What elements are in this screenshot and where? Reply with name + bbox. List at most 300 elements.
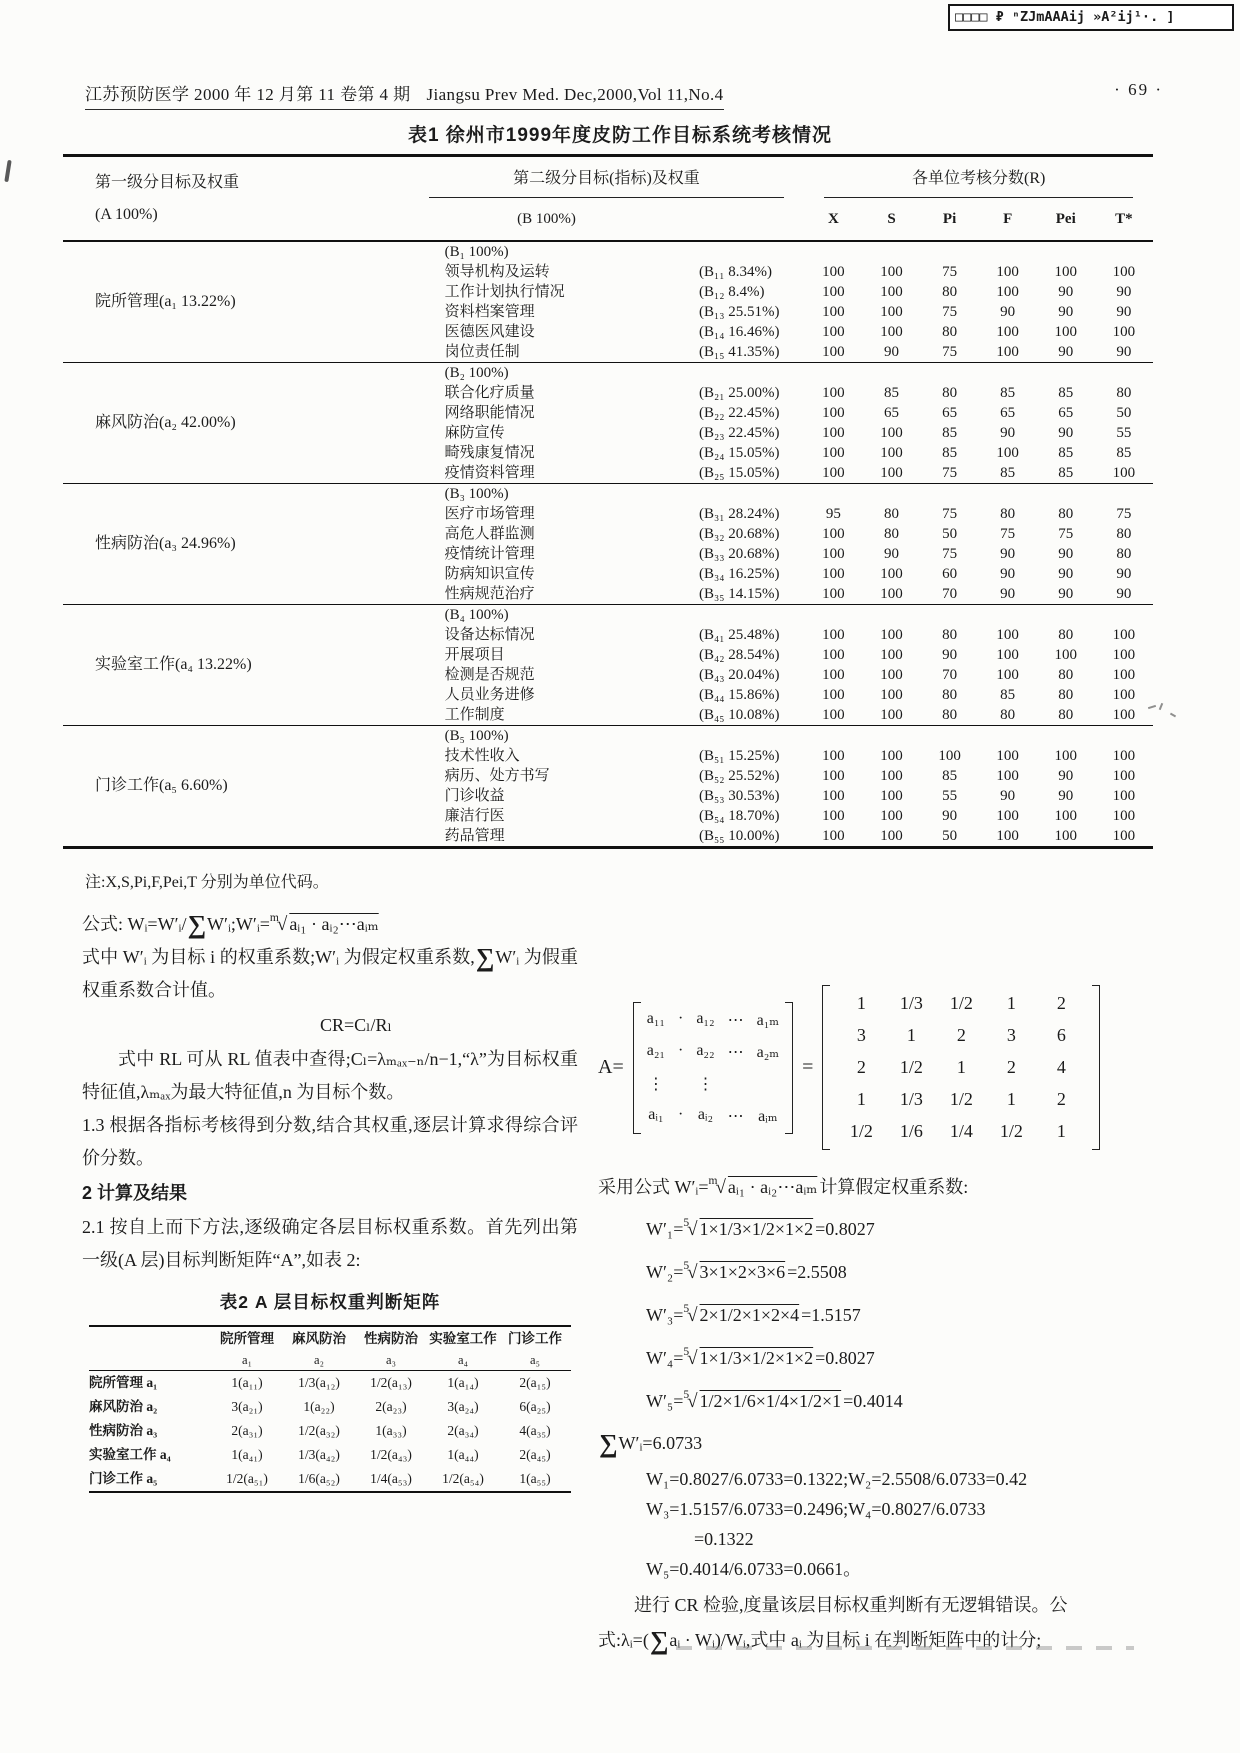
indicator-weight: (B₄₁ 25.48%) [699,627,780,643]
score-cell: 80 [1058,667,1074,683]
score-cell: 75 [1000,526,1016,542]
indicator-weight: (B₁₃ 25.51%) [699,304,780,320]
score-cell: 100 [1112,748,1136,764]
score-cell: 100 [1112,465,1136,481]
table1-group [63,726,1153,848]
table2-row [89,1419,571,1443]
table2-col-subheader: a₂ [314,1353,324,1367]
score-cell: 100 [1112,264,1136,280]
root-index: m [269,912,279,924]
table2-row [89,1443,571,1467]
table2-header [89,1326,571,1371]
weight-result-list [598,1464,1208,1584]
score-cell: 90 [1000,788,1016,804]
score-cell: 85 [1000,687,1016,703]
indicator-name: 人员业务进修 [444,687,535,703]
table2-col-header: 门诊工作 [508,1331,562,1346]
score-cell: 100 [996,748,1019,764]
score-cell: 90 [1058,284,1074,300]
matrix-sym-cell: a₂₂ [696,1041,715,1059]
score-cell: 100 [996,667,1019,683]
matrix-judgement-cell: 1/4(a₅₃) [370,1471,412,1486]
table2-row [89,1467,571,1492]
wprime-formula-list [598,1205,1208,1420]
radicand: aᵢ₁ · aᵢ₂⋯aᵢₘ [727,1177,818,1197]
group-weight-label: (B₃ 100%) [444,486,509,502]
table1-b-subheader: (B 100%) [517,211,576,227]
group-weight-label: (B₂ 100%) [444,365,509,381]
formula-rhs: =0.4014 [843,1391,903,1411]
matrix-sym-cell: aᵢ₁ [648,1105,664,1123]
table1-title: 表1 徐州市1999年度皮防工作目标系统考核情况 [407,125,833,146]
paragraph-weights-part2: W′ᵢ 为假重权重系数合计值。 [82,947,578,1000]
indicator-weight: (B₃₃ 20.68%) [699,546,780,562]
score-cell: 75 [1116,506,1132,522]
formula-lhs: W′₅= [646,1391,684,1411]
score-cell: 85 [942,425,958,441]
section-heading-2: 2 计算及结果 [82,1183,188,1203]
matrix-sym-cell: a₂ₘ [756,1043,780,1061]
score-cell: 85 [1116,445,1132,461]
score-cell: 100 [822,586,845,602]
matrix-num-cell: 1/3 [899,993,923,1013]
score-cell: 100 [1054,828,1078,844]
score-cell: 100 [1112,828,1136,844]
score-cell: 100 [996,768,1019,784]
matrix-num-cell: 1/3 [899,1089,923,1109]
indicator-weight: (B₅₂ 25.52%) [699,768,780,784]
indicator-weight: (B₂₁ 25.00%) [699,385,780,401]
score-cell: 100 [1112,687,1136,703]
score-cell: 85 [1058,445,1074,461]
indicator-name: 疫情统计管理 [444,546,535,562]
score-cell: 100 [880,707,903,723]
radicand: 2×1/2×1×2×4 [699,1305,800,1325]
indicator-name: 技术性收入 [444,748,520,764]
group-weight-label: (B₄ 100%) [444,607,509,623]
score-cell: 100 [1112,627,1136,643]
matrix-num-cell: 1 [1056,1121,1066,1141]
score-cell: 85 [942,445,958,461]
root-index: m [708,1175,718,1187]
symbolic-matrix [633,1002,793,1134]
score-cell: 85 [1000,465,1016,481]
score-cell: 100 [1054,324,1078,340]
score-cell: 100 [1112,768,1136,784]
formula-cr: CR=Cₗ/Rₗ [320,1015,392,1035]
formula-rhs: =0.8027 [815,1348,875,1368]
score-cell: 75 [942,465,958,481]
indicator-name: 防病知识宣传 [444,566,535,582]
score-cell: 100 [1054,808,1078,824]
matrix-sym-cell: ⋮ [697,1075,714,1093]
table1-group [63,363,1153,484]
indicator-name: 门诊收益 [444,788,505,804]
matrix-num-cell: 1/2 [849,1121,873,1141]
matrix-sym-cell: · [678,1105,684,1123]
matrix-num-cell: 1 [906,1025,916,1045]
score-cell: 90 [1116,344,1132,360]
score-cell: 85 [1000,385,1016,401]
score-cell: 50 [942,828,958,844]
matrix-judgement-cell: 1(a₁₁) [231,1375,263,1390]
score-cell: 90 [1000,586,1016,602]
table2-corner-cell [89,1326,211,1351]
matrix-sym-cell [678,1074,683,1094]
score-cell: 90 [1000,546,1016,562]
score-cell: 100 [880,586,903,602]
matrix-num-cell: 1/2 [949,1089,973,1109]
score-cell: 85 [942,768,958,784]
table2-row-label: 实验室工作 a₄ [89,1447,171,1462]
score-cell: 80 [883,506,899,522]
indicator-name: 设备达标情况 [444,627,535,643]
indicator-name: 病历、处方书写 [444,768,550,784]
score-cell: 55 [942,788,958,804]
paragraph-1-3: 1.3 根据各指标考核得到分数,结合其权重,逐层计算求得综合评价分数。 [82,1115,578,1168]
radical-sign: √ [687,1348,698,1369]
score-cell: 100 [1112,324,1136,340]
table2-col-subheader: a₃ [386,1353,396,1367]
matrix-judgement-cell: 1/6(a₅₂) [298,1471,340,1486]
table2-col-subheader: a₁ [242,1353,252,1367]
matrix-lhs: A= [598,1056,624,1078]
radical-sign: √ [687,1391,698,1412]
indicator-name: 麻防宣传 [444,425,505,441]
score-cell: 100 [822,647,845,663]
score-cell: 80 [1116,546,1132,562]
matrix-sym-cell: a₂₁ [646,1041,665,1059]
indicator-name: 高危人群监测 [444,526,535,542]
score-cell: 100 [822,748,845,764]
matrix-sym-cell: · [678,1041,684,1059]
score-header-s: S [887,211,896,227]
score-cell: 100 [996,647,1019,663]
score-cell: 90 [1116,586,1132,602]
matrix-sym-cell: ⋯ [727,1043,744,1061]
score-cell: 80 [1058,687,1074,703]
score-cell: 50 [942,526,958,542]
score-cell: 90 [1000,566,1016,582]
radical-sign: √ [276,914,288,935]
score-cell: 80 [1000,707,1016,723]
scan-smudge-line [676,1646,1134,1650]
matrix-judgement-cell: 1(a₄₄) [447,1447,479,1462]
score-cell: 100 [880,748,903,764]
indicator-name: 廉洁行医 [444,808,505,824]
formula-intro-prefix: 采用公式 W′ᵢ= [598,1177,709,1197]
cr-check-part2: aᵢ · Wᵢ)/Wᵢ,式中 aᵢ 为目标 i 在判断矩阵中的计分; [669,1630,1042,1650]
indicator-name: 联合化疗质量 [444,385,535,401]
score-cell: 100 [822,324,845,340]
score-cell: 50 [1116,405,1132,421]
score-cell: 100 [1112,788,1136,804]
score-cell: 85 [1058,385,1074,401]
indicator-name: 开展项目 [444,647,505,663]
indicator-weight: (B₃₂ 20.68%) [699,526,780,542]
score-cell: 90 [1058,425,1074,441]
sigma-symbol: ∑ [649,1626,669,1655]
score-cell: 100 [822,526,845,542]
score-cell: 100 [880,808,903,824]
score-cell: 100 [880,304,903,320]
indicator-name: 资料档案管理 [444,304,535,320]
matrix-num-cell: 2 [1056,1089,1066,1109]
matrix-judgement-cell: 1(a₅₅) [519,1471,551,1486]
score-cell: 90 [1058,546,1074,562]
indicator-name: 网络职能情况 [444,405,535,421]
score-cell: 100 [822,264,845,280]
matrix-num-cell: 1 [856,993,866,1013]
table2-body [89,1371,571,1493]
score-cell: 100 [1054,647,1078,663]
matrix-judgement-cell: 2(a₁₅) [519,1375,551,1390]
col3-header-text: 各单位考核分数(R) [824,165,1133,198]
indicator-name: 工作计划执行情况 [444,284,565,300]
score-cell: 90 [1058,344,1074,360]
matrix-judgement-cell: 2(a₃₄) [447,1423,479,1438]
matrix-num-cell: 3 [1006,1025,1016,1045]
score-cell: 90 [1058,566,1074,582]
score-cell: 100 [822,627,845,643]
indicator-weight: (B₅₃ 30.53%) [699,788,780,804]
col2-header-text: 第二级分目标(指标)及权重 [429,165,785,198]
group-weight-label: (B₁ 100%) [444,244,509,260]
indicator-weight: (B₄₃ 20.04%) [699,667,780,683]
cr-check-line2 [598,1623,1208,1658]
table2-header-row2 [89,1351,571,1371]
indicator-weight: (B₄₄ 15.86%) [699,687,780,703]
table2-row [89,1371,571,1396]
matrix-num-cell: 2 [856,1057,866,1077]
matrix-num-cell: 4 [1056,1057,1066,1077]
wprime-formula [646,1291,1208,1334]
table2-col-header: 院所管理 [220,1331,274,1346]
indicator-weight: (B₄₂ 28.54%) [699,647,780,663]
score-cell: 85 [1058,465,1074,481]
matrix-judgement-cell: 2(a₂₃) [375,1399,407,1414]
matrix-judgement-cell: 1/2(a₃₂) [298,1423,340,1438]
score-header-f: F [1003,211,1013,227]
score-cell: 65 [1000,405,1016,421]
radicand: 1/2×1/6×1/4×1/2×1 [699,1391,842,1411]
table2-col-subheader: a₅ [530,1353,540,1367]
formula-w-part1: 公式: Wᵢ=W′ᵢ/ [82,914,187,934]
col1-header-line1: 第一级分目标及权重 [95,174,240,191]
score-cell: 100 [822,385,845,401]
indicator-weight: (B₁₄ 16.46%) [699,324,780,340]
score-cell: 80 [942,687,958,703]
sigma-symbol: ∑ [187,910,207,939]
score-cell: 100 [822,768,845,784]
matrix-judgement-cell: 1/2(a₁₃) [370,1375,412,1390]
score-cell: 90 [1000,425,1016,441]
group-label: 院所管理(a₁ 13.22%) [95,293,236,310]
root-index: 5 [683,1389,690,1401]
formula-w-part2: W′ᵢ;W′ᵢ= [207,914,270,934]
score-cell: 100 [822,687,845,703]
score-cell: 90 [883,546,899,562]
matrix-judgement-cell: 1(a₄₁) [231,1447,263,1462]
score-cell: 90 [942,647,958,663]
score-cell: 100 [1112,808,1136,824]
score-cell: 100 [822,788,845,804]
table1 [63,154,1153,849]
score-cell: 100 [880,667,903,683]
radicand: 1×1/3×1/2×1×2 [699,1348,814,1368]
score-cell: 100 [880,627,903,643]
score-cell: 80 [942,707,958,723]
score-cell: 100 [822,465,845,481]
score-cell: 100 [938,748,961,764]
matrix-num-cell: 1 [956,1057,966,1077]
indicator-weight: (B₂₄ 15.05%) [699,445,780,461]
score-cell: 90 [1116,304,1132,320]
formula-rhs: =0.8027 [815,1219,875,1239]
matrix-judgement-cell: 1(a₁₄) [447,1375,479,1390]
matrix-judgement-cell: 1/3(a₄₂) [298,1447,340,1462]
matrix-sym-cell: · [678,1009,684,1027]
score-cell: 80 [1058,627,1074,643]
score-cell: 100 [880,264,903,280]
numeric-matrix-grid [836,993,1086,1142]
matrix-num-cell: 2 [1006,1057,1016,1077]
sigma-symbol: ∑ [599,1429,618,1458]
wprime-formula [646,1205,1208,1248]
matrix-sym-cell: a₁₁ [646,1009,665,1027]
score-cell: 100 [1112,667,1136,683]
paragraph-rl: 式中 RL 可从 RL 值表中查得;Cₗ=λₘₐₓ₋ₙ/n−1,“λ”为目标权重特征值,λₘₐₓ为最大特征值,n 为目标个数。 [82,1049,578,1102]
group-subheader-row [63,605,1153,626]
score-cell: 100 [822,425,845,441]
indicator-name: 医疗市场管理 [444,506,535,522]
score-cell: 60 [942,566,958,582]
score-cell: 100 [1112,647,1136,663]
score-cell: 65 [942,405,958,421]
indicator-weight: (B₄₅ 10.08%) [699,707,780,723]
score-header-t: T* [1115,211,1133,227]
matrix-judgement-cell: 2(a₃₁) [231,1423,263,1438]
score-cell: 90 [1058,304,1074,320]
score-header-x: X [827,211,839,227]
matrix-judgement-cell: 1/2(a₄₃) [370,1447,412,1462]
table2-col-header: 实验室工作 [429,1331,497,1346]
score-cell: 100 [996,324,1019,340]
numeric-matrix [822,985,1100,1150]
paragraph-weights [82,941,578,1007]
matrix-equals: = [802,1056,814,1078]
indicator-weight: (B₂₂ 22.45%) [699,405,780,421]
score-cell: 100 [996,808,1019,824]
indicator-weight: (B₅₅ 10.00%) [699,828,780,844]
root-index: 5 [683,1303,690,1315]
score-cell: 100 [822,546,845,562]
score-cell: 90 [1116,566,1132,582]
indicator-weight: (B₁₂ 8.4%) [699,284,765,300]
score-cell: 100 [996,445,1019,461]
table2-col-header: 麻风防治 [292,1331,346,1346]
matrix-sym-cell: ⋯ [727,1107,744,1125]
score-cell: 100 [880,445,903,461]
matrix-sym-cell: ⋮ [647,1075,664,1093]
score-cell: 100 [880,687,903,703]
indicator-name: 医德医风建设 [444,324,535,340]
score-cell: 75 [942,304,958,320]
score-cell: 65 [1058,405,1074,421]
weight-result-line: W₅=0.4014/6.0733=0.0661。 [646,1559,862,1579]
matrix-num-cell: 2 [1056,993,1066,1013]
matrix-num-cell: 1/4 [949,1121,973,1141]
matrix-num-cell: 1 [856,1089,866,1109]
journal-title-cn: 江苏预防医学 2000 年 12 月第 11 卷第 4 期 [85,85,411,104]
root-index: 5 [683,1217,690,1229]
score-cell: 100 [996,264,1019,280]
sum-line [598,1422,1208,1464]
matrix-judgement-cell: 1/2(a₅₁) [226,1471,268,1486]
score-cell: 80 [942,284,958,300]
scan-stamp-text: □□□□ ₽ ⁿZJmAAAij »A²ij¹·. ] [955,9,1175,25]
indicator-name: 疫情资料管理 [444,465,535,481]
matrix-judgement-cell: 1/2(a₅₄) [442,1471,484,1486]
page-header [85,80,1163,105]
table2-title: 表2 A 层目标权重判断矩阵 [219,1292,441,1312]
matrix-num-cell: 1/6 [899,1121,923,1141]
group-label: 门诊工作(a₅ 6.60%) [95,777,228,794]
group-weight-label: (B₅ 100%) [444,728,509,744]
left-column [82,902,578,1493]
radicand: aᵢ₁ · aᵢ₂⋯aᵢₘ [289,914,379,934]
right-column [598,985,1208,1658]
indicator-weight: (B₂₃ 22.45%) [699,425,780,441]
matrix-sym-cell: a₁₂ [696,1009,715,1027]
matrix-sym-cell: aᵢ₂ [697,1105,714,1123]
matrix-judgement-cell: 2(a₄₅) [519,1447,551,1462]
matrix-judgement-cell: 1/3(a₁₂) [298,1375,340,1390]
table1-col2-header [409,156,805,199]
formula-lhs: W′₄= [646,1348,684,1368]
score-cell: 90 [1116,284,1132,300]
matrix-num-cell: 6 [1056,1025,1066,1045]
formula-intro [598,1164,1208,1205]
score-cell: 100 [1054,264,1078,280]
table2-row-label: 门诊工作 a₅ [89,1471,158,1486]
radicand: 1×1/3×1/2×1×2 [699,1219,814,1239]
matrix-sym-cell [757,1074,780,1094]
score-cell: 100 [996,284,1019,300]
score-cell: 100 [822,566,845,582]
score-cell: 100 [880,324,903,340]
indicator-name: 工作制度 [444,707,505,723]
score-cell: 90 [942,808,958,824]
matrix-judgement-cell: 3(a₂₄) [447,1399,479,1414]
matrix-judgement-cell: 3(a₂₁) [231,1399,263,1414]
table2-col-header: 性病防治 [364,1331,418,1346]
score-cell: 80 [1058,506,1074,522]
score-cell: 100 [822,828,845,844]
root-index: 5 [683,1260,690,1272]
group-label: 麻风防治(a₂ 42.00%) [95,414,236,431]
score-cell: 80 [942,324,958,340]
radical-sign: √ [715,1177,726,1198]
sigma-symbol: ∑ [475,943,495,972]
matrix-sym-cell [728,1074,744,1094]
score-cell: 90 [1058,768,1074,784]
group-subheader-row [63,484,1153,505]
radicand: 3×1×2×3×6 [699,1262,786,1282]
matrix-judgement-cell: 1(a₃₃) [375,1423,407,1438]
matrix-sym-cell: a₁ₘ [756,1011,780,1029]
indicator-name: 检测是否规范 [444,667,535,683]
